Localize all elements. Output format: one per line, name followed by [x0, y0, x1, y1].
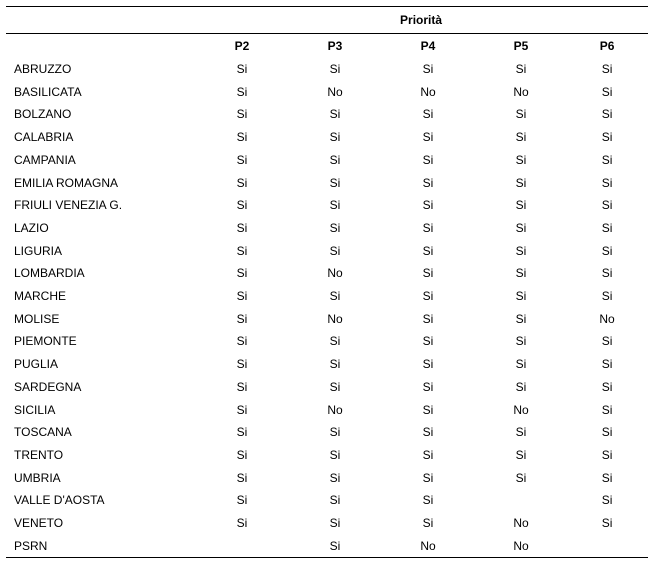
- priority-value-cell: Si: [515, 243, 527, 258]
- priority-value-cell: Si: [329, 220, 341, 235]
- priority-value-cell: Si: [515, 289, 527, 304]
- priority-value-cell: Si: [236, 107, 248, 122]
- priority-value-cell: Si: [329, 107, 341, 122]
- priority-value-cell: Si: [601, 198, 613, 213]
- priority-value-cell: Si: [601, 425, 613, 440]
- region-name-cell: BASILICATA: [14, 84, 82, 99]
- table-row: [6, 308, 648, 331]
- region-name-cell: VENETO: [14, 516, 64, 531]
- priority-value-cell: Si: [422, 266, 434, 281]
- column-header-spacer: [6, 34, 194, 59]
- priority-value-cell: Si: [515, 334, 527, 349]
- priority-value-cell: Si: [515, 379, 527, 394]
- region-name-cell: PUGLIA: [14, 357, 59, 372]
- priority-value-cell: Si: [236, 379, 248, 394]
- priority-value-cell: Si: [601, 243, 613, 258]
- priority-value-cell: Si: [329, 175, 341, 190]
- region-name-cell: LOMBARDIA: [14, 266, 85, 281]
- priority-value-cell: Si: [515, 470, 527, 485]
- priority-value-cell: Si: [329, 334, 341, 349]
- priority-value-cell: Si: [329, 289, 341, 304]
- region-name-cell: ABRUZZO: [14, 62, 72, 76]
- priority-value-cell: Si: [422, 402, 434, 417]
- priority-value-cell: No: [327, 311, 343, 326]
- priority-value-cell: Si: [515, 198, 527, 213]
- priority-value-cell: Si: [236, 493, 248, 508]
- priority-value-cell: Si: [236, 130, 248, 145]
- priority-value-cell: Si: [329, 379, 341, 394]
- priority-value-cell: Si: [515, 266, 527, 281]
- table-body: [6, 58, 648, 558]
- priority-value-cell: Si: [601, 289, 613, 304]
- priority-value-cell: Si: [515, 107, 527, 122]
- group-header-priorita: Priorità: [194, 7, 648, 34]
- priority-value-cell: No: [327, 84, 343, 99]
- priority-value-cell: [476, 489, 566, 512]
- priority-value-cell: Si: [236, 470, 248, 485]
- table-row: [6, 217, 648, 240]
- column-header-p5: P5: [476, 34, 566, 59]
- priority-table-container: [6, 6, 648, 558]
- priority-value-cell: Si: [329, 493, 341, 508]
- region-name-cell: PIEMONTE: [14, 334, 77, 349]
- priority-value-cell: Si: [601, 357, 613, 372]
- priority-value-cell: Si: [515, 425, 527, 440]
- priority-value-cell: Si: [422, 379, 434, 394]
- group-header-row: [6, 7, 648, 34]
- priority-value-cell: Si: [422, 311, 434, 326]
- priority-value-cell: Si: [422, 289, 434, 304]
- priority-value-cell: Si: [515, 447, 527, 462]
- region-name-cell: BOLZANO: [14, 107, 72, 122]
- priority-value-cell: Si: [236, 152, 248, 167]
- priority-value-cell: Si: [236, 402, 248, 417]
- priority-value-cell: Si: [422, 425, 434, 440]
- region-name-cell: EMILIA ROMAGNA: [14, 175, 119, 190]
- table-row: [6, 467, 648, 490]
- priority-value-cell: Si: [601, 402, 613, 417]
- priority-value-cell: Si: [236, 62, 248, 76]
- region-name-cell: CAMPANIA: [14, 152, 76, 167]
- table-row: [6, 194, 648, 217]
- priority-value-cell: Si: [236, 198, 248, 213]
- column-header-p2: P2: [194, 34, 290, 59]
- priority-value-cell: Si: [422, 152, 434, 167]
- priority-value-cell: Si: [515, 220, 527, 235]
- priority-value-cell: Si: [422, 62, 434, 76]
- column-header-row: [6, 34, 648, 59]
- priority-value-cell: Si: [422, 357, 434, 372]
- priority-value-cell: Si: [601, 152, 613, 167]
- region-name-cell: TRENTO: [14, 447, 64, 462]
- table-row: [6, 240, 648, 263]
- priority-value-cell: No: [513, 402, 529, 417]
- priority-value-cell: Si: [236, 334, 248, 349]
- group-header-spacer: [6, 7, 194, 34]
- column-header-p6: P6: [566, 34, 648, 59]
- priority-value-cell: Si: [601, 107, 613, 122]
- priority-value-cell: No: [327, 402, 343, 417]
- priority-value-cell: Si: [515, 152, 527, 167]
- column-header-p3: P3: [290, 34, 380, 59]
- priority-value-cell: Si: [329, 198, 341, 213]
- priority-value-cell: Si: [601, 130, 613, 145]
- table-row: [6, 103, 648, 126]
- region-name-cell: MARCHE: [14, 289, 67, 304]
- priority-value-cell: No: [327, 266, 343, 281]
- table-row: [6, 330, 648, 353]
- priority-value-cell: Si: [422, 220, 434, 235]
- priority-value-cell: Si: [601, 493, 613, 508]
- priority-value-cell: Si: [236, 220, 248, 235]
- region-name-cell: MOLISE: [14, 311, 60, 326]
- region-name-cell: PSRN: [6, 535, 194, 558]
- priority-value-cell: Si: [422, 447, 434, 462]
- priority-value-cell: [566, 535, 648, 558]
- priority-value-cell: Si: [236, 175, 248, 190]
- priority-value-cell: Si: [601, 266, 613, 281]
- priority-value-cell: Si: [601, 470, 613, 485]
- priority-value-cell: Si: [601, 516, 613, 531]
- priority-value-cell: Si: [601, 334, 613, 349]
- priority-value-cell: No: [380, 535, 476, 558]
- priority-value-cell: Si: [329, 152, 341, 167]
- region-name-cell: TOSCANA: [14, 425, 72, 440]
- priority-value-cell: Si: [515, 175, 527, 190]
- table-row: [6, 353, 648, 376]
- region-name-cell: LAZIO: [14, 220, 49, 235]
- region-name-cell: FRIULI VENEZIA G.: [14, 198, 123, 213]
- priority-value-cell: Si: [422, 107, 434, 122]
- region-name-cell: VALLE D'AOSTA: [14, 493, 105, 508]
- priority-value-cell: Si: [601, 220, 613, 235]
- priority-value-cell: Si: [329, 62, 341, 76]
- priority-value-cell: Si: [422, 334, 434, 349]
- priority-value-cell: Si: [422, 516, 434, 531]
- table-row: [6, 421, 648, 444]
- priority-value-cell: Si: [236, 289, 248, 304]
- priority-value-cell: Si: [515, 311, 527, 326]
- priority-value-cell: Si: [236, 243, 248, 258]
- priority-value-cell: Si: [515, 62, 527, 76]
- priority-value-cell: No: [513, 84, 529, 99]
- priority-value-cell: Si: [329, 243, 341, 258]
- priority-value-cell: Si: [422, 493, 434, 508]
- table-row: [6, 149, 648, 172]
- priority-value-cell: [194, 535, 290, 558]
- table-row: [6, 285, 648, 308]
- priority-value-cell: Si: [515, 357, 527, 372]
- table-row: [6, 81, 648, 104]
- priority-value-cell: No: [599, 311, 615, 326]
- table-row: [6, 399, 648, 422]
- table-row: [6, 376, 648, 399]
- priority-value-cell: Si: [329, 470, 341, 485]
- priority-value-cell: Si: [329, 516, 341, 531]
- priority-value-cell: Si: [236, 84, 248, 99]
- priority-value-cell: Si: [601, 447, 613, 462]
- region-name-cell: SICILIA: [14, 402, 56, 417]
- priority-value-cell: Si: [601, 379, 613, 394]
- priority-value-cell: Si: [236, 311, 248, 326]
- priority-value-cell: Si: [422, 175, 434, 190]
- priority-value-cell: No: [420, 84, 436, 99]
- region-name-cell: CALABRIA: [14, 130, 74, 145]
- priority-value-cell: Si: [601, 175, 613, 190]
- priority-value-cell: Si: [422, 198, 434, 213]
- table-row: [6, 172, 648, 195]
- priority-value-cell: Si: [329, 357, 341, 372]
- priority-value-cell: Si: [290, 535, 380, 558]
- priority-value-cell: No: [513, 516, 529, 531]
- table-row: [6, 512, 648, 535]
- priority-value-cell: Si: [236, 516, 248, 531]
- priority-value-cell: Si: [329, 425, 341, 440]
- table-row: [6, 262, 648, 285]
- priority-value-cell: Si: [422, 243, 434, 258]
- region-name-cell: UMBRIA: [14, 470, 61, 485]
- priority-value-cell: Si: [236, 425, 248, 440]
- region-name-cell: LIGURIA: [14, 243, 63, 258]
- priority-value-cell: Si: [236, 357, 248, 372]
- priority-value-cell: Si: [422, 470, 434, 485]
- priority-value-cell: Si: [236, 447, 248, 462]
- table-row: [6, 126, 648, 149]
- priority-value-cell: Si: [329, 447, 341, 462]
- priority-value-cell: Si: [515, 130, 527, 145]
- priority-value-cell: No: [476, 535, 566, 558]
- column-header-p4: P4: [380, 34, 476, 59]
- priority-table: [6, 6, 648, 558]
- priority-value-cell: Si: [422, 130, 434, 145]
- table-row: [6, 58, 648, 81]
- region-name-cell: SARDEGNA: [14, 379, 82, 394]
- table-row: [6, 489, 648, 512]
- priority-value-cell: Si: [601, 62, 613, 76]
- table-row: [6, 535, 648, 558]
- table-row: [6, 444, 648, 467]
- priority-value-cell: Si: [236, 266, 248, 281]
- priority-value-cell: Si: [601, 84, 613, 99]
- priority-value-cell: Si: [329, 130, 341, 145]
